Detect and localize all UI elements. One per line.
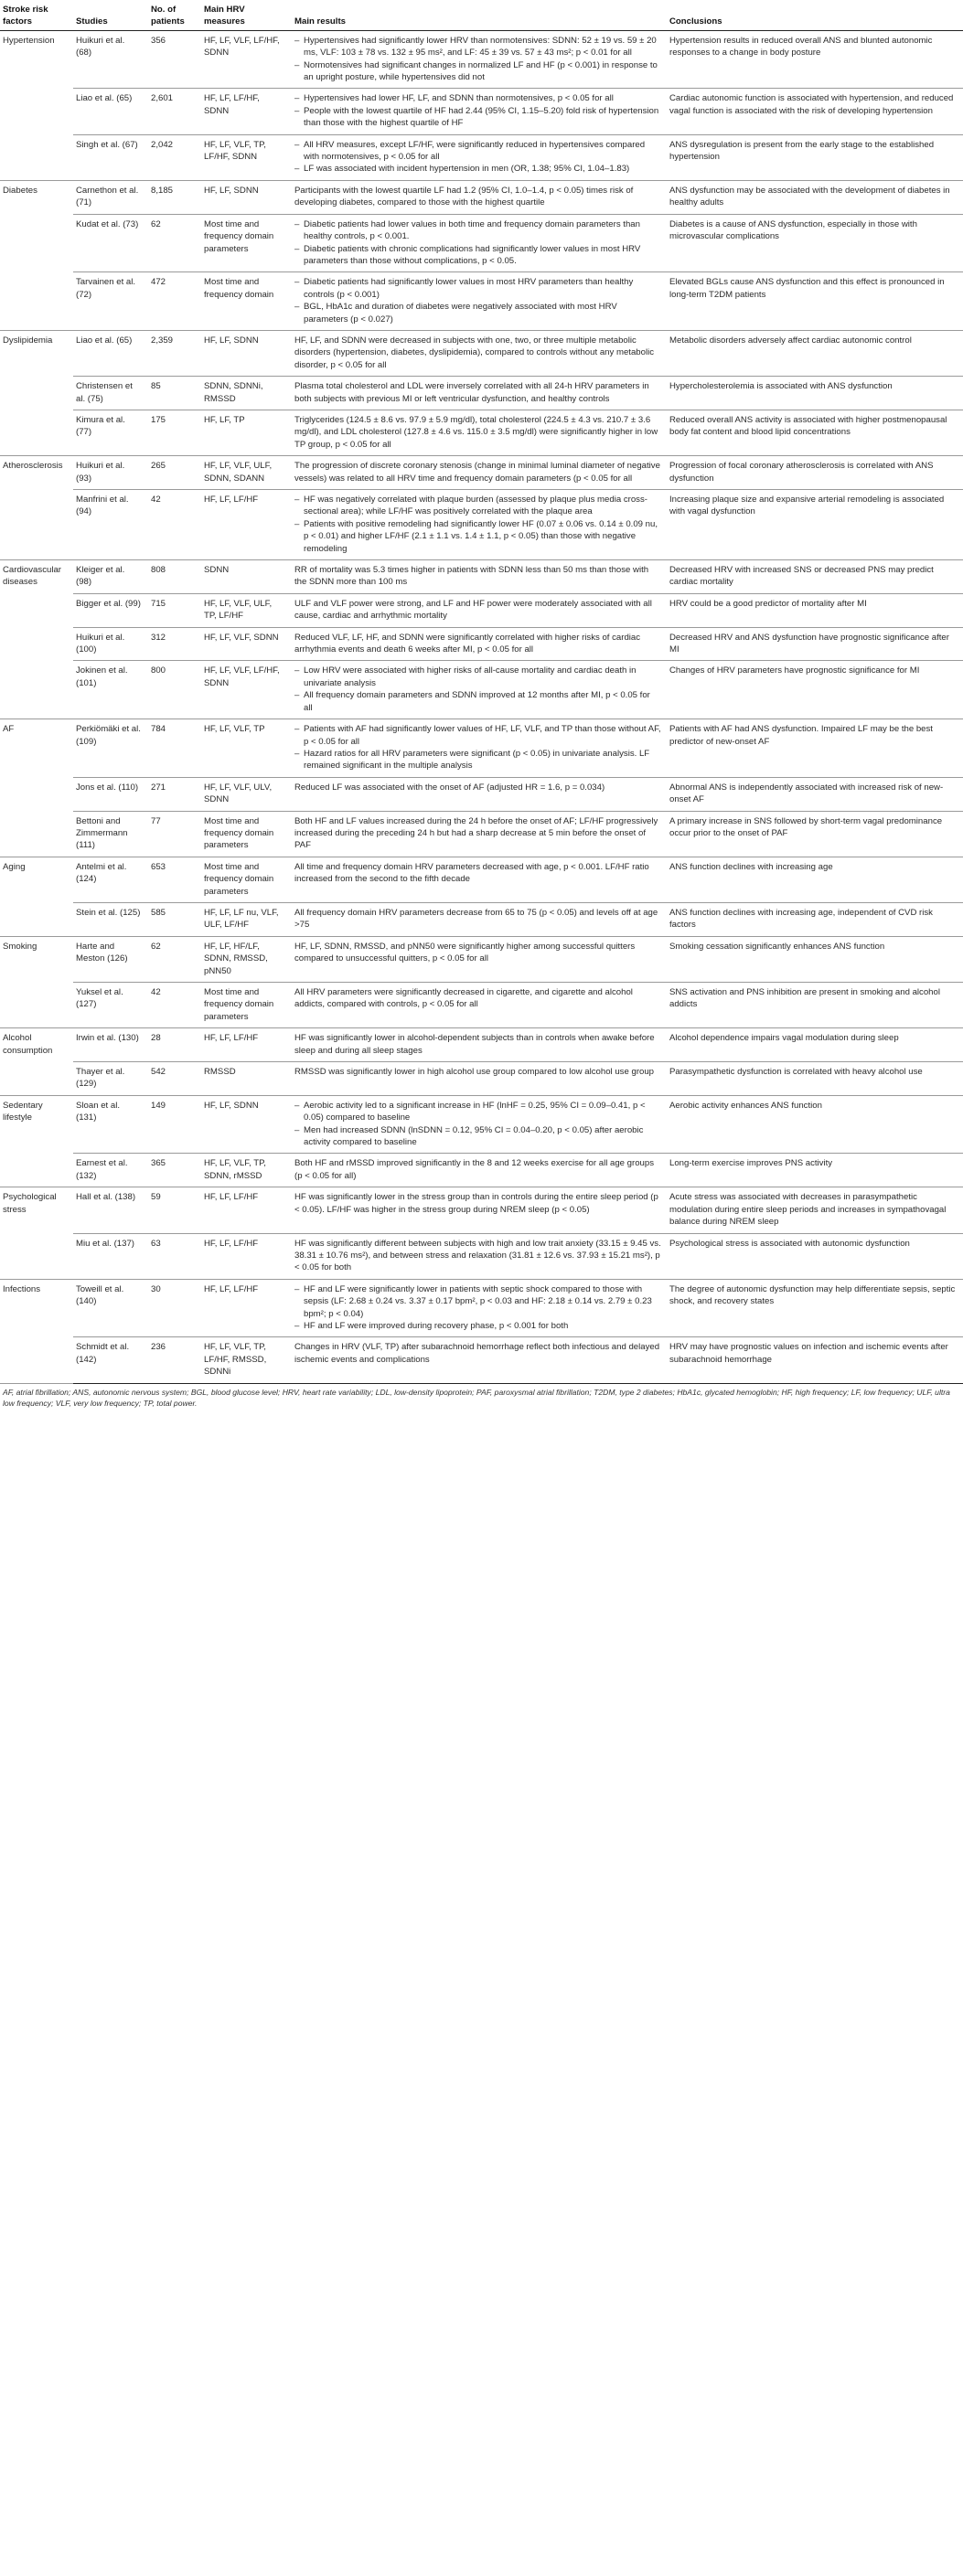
patients-cell: 356 bbox=[148, 30, 201, 89]
study-cell: Sloan et al. (131) bbox=[73, 1095, 148, 1154]
result-item: – Diabetic patients with chronic complications had significantly lower values in most HRV parameters than those without complications, p < 0.05. bbox=[294, 243, 661, 268]
measures-cell: HF, LF, LF/HF bbox=[201, 1279, 292, 1337]
result-item: – Normotensives had significant changes in normalized LF and HF (p < 0.001) in response to an upright posture, while hypertensives did not bbox=[294, 59, 661, 84]
table-row bbox=[0, 377, 963, 410]
conclusion-cell: Long-term exercise improves PNS activity bbox=[667, 1154, 963, 1187]
study-cell: Schmidt et al. (142) bbox=[73, 1337, 148, 1383]
conclusion-cell: Alcohol dependence impairs vagal modulation during sleep bbox=[667, 1028, 963, 1062]
results-cell bbox=[292, 1028, 667, 1062]
result-item: – Hazard ratios for all HRV parameters were significant (p < 0.05) in univariate analysis. LF remained significant in the multiple analysis bbox=[294, 748, 661, 772]
table-row bbox=[0, 1337, 963, 1383]
patients-cell: 85 bbox=[148, 377, 201, 410]
patients-cell: 63 bbox=[148, 1233, 201, 1279]
study-cell: Huikuri et al. (100) bbox=[73, 627, 148, 661]
header-results: Main results bbox=[292, 0, 667, 30]
results-cell bbox=[292, 777, 667, 811]
measures-cell: HF, LF, VLF, LF/HF, SDNN bbox=[201, 661, 292, 719]
study-cell: Carnethon et al. (71) bbox=[73, 180, 148, 214]
result-list bbox=[294, 1100, 661, 1149]
table-row bbox=[0, 719, 963, 778]
results-cell bbox=[292, 89, 667, 134]
table-row bbox=[0, 456, 963, 490]
measures-cell: HF, LF, VLF, TP, SDNN, rMSSD bbox=[201, 1154, 292, 1187]
result-item: – BGL, HbA1c and duration of diabetes were negatively associated with most HRV parameters (p < 0.027) bbox=[294, 301, 661, 325]
header-measures: Main HRV measures bbox=[201, 0, 292, 30]
study-cell: Stein et al. (125) bbox=[73, 902, 148, 936]
table-row bbox=[0, 180, 963, 214]
conclusion-cell: Decreased HRV and ANS dysfunction have prognostic significance after MI bbox=[667, 627, 963, 661]
result-item: – HF and LF were improved during recovery phase, p < 0.001 for both bbox=[294, 1320, 661, 1332]
results-cell bbox=[292, 1233, 667, 1279]
study-cell: Jokinen et al. (101) bbox=[73, 661, 148, 719]
patients-cell: 8,185 bbox=[148, 180, 201, 214]
measures-cell: HF, LF, VLF, TP, LF/HF, RMSSD, SDNNi bbox=[201, 1337, 292, 1383]
risk-factor-cell: Infections bbox=[0, 1279, 73, 1383]
table-row bbox=[0, 214, 963, 272]
patients-cell: 271 bbox=[148, 777, 201, 811]
measures-cell: HF, LF, SDNN bbox=[201, 1095, 292, 1154]
measures-cell: Most time and frequency domain parameters bbox=[201, 214, 292, 272]
patients-cell: 28 bbox=[148, 1028, 201, 1062]
conclusion-cell: Progression of focal coronary atherosclerosis is correlated with ANS dysfunction bbox=[667, 456, 963, 490]
conclusion-cell: The degree of autonomic dysfunction may help differentiate sepsis, septic shock, and recovery states bbox=[667, 1279, 963, 1337]
measures-cell: HF, LF, LF nu, VLF, ULF, LF/HF bbox=[201, 902, 292, 936]
table-row bbox=[0, 811, 963, 857]
results-cell bbox=[292, 1154, 667, 1187]
results-cell bbox=[292, 1187, 667, 1233]
study-cell: Harte and Meston (126) bbox=[73, 936, 148, 982]
table-row bbox=[0, 490, 963, 560]
conclusion-cell: Cardiac autonomic function is associated with hypertension, and reduced vagal function is associated with the risk of developing hypertension bbox=[667, 89, 963, 134]
conclusion-cell: HRV could be a good predictor of mortality after MI bbox=[667, 593, 963, 627]
result-list bbox=[294, 276, 661, 325]
results-cell bbox=[292, 593, 667, 627]
results-cell bbox=[292, 410, 667, 455]
conclusion-cell: Patients with AF had ANS dysfunction. Impaired LF may be the best predictor of new-onset AF bbox=[667, 719, 963, 778]
results-cell bbox=[292, 1279, 667, 1337]
result-item: – People with the lowest quartile of HF had 2.44 (95% CI, 1.15–5.20) fold risk of hypertension than those with the highest quartile of HF bbox=[294, 105, 661, 130]
table-row bbox=[0, 30, 963, 89]
risk-factor-cell: Aging bbox=[0, 857, 73, 936]
result-item: – Patients with positive remodeling had significantly lower HF (0.07 ± 0.06 vs. 0.14 ± 0.09 nu, p < 0.01) and higher LF/HF (2.1 ± 1.1 vs. 1.4 ± 1.1, p < 0.05) than those with negative remodeling bbox=[294, 518, 661, 555]
results-cell bbox=[292, 719, 667, 778]
results-cell bbox=[292, 456, 667, 490]
study-cell: Huikuri et al. (68) bbox=[73, 30, 148, 89]
result-list bbox=[294, 218, 661, 268]
study-cell: Kudat et al. (73) bbox=[73, 214, 148, 272]
study-cell: Antelmi et al. (124) bbox=[73, 857, 148, 902]
result-list bbox=[294, 1283, 661, 1333]
result-text: Reduced VLF, LF, HF, and SDNN were significantly correlated with higher risks of cardiac arrhythmia events and death 6 weeks after MI, p < 0.05 for all bbox=[294, 632, 641, 655]
study-cell: Huikuri et al. (93) bbox=[73, 456, 148, 490]
results-cell bbox=[292, 490, 667, 560]
conclusion-cell: Elevated BGLs cause ANS dysfunction and this effect is pronounced in long-term T2DM patients bbox=[667, 272, 963, 331]
result-item: – Aerobic activity led to a significant increase in HF (lnHF = 0.25, 95% CI = 0.09–0.41, p < 0.05) compared to baseline bbox=[294, 1100, 661, 1124]
result-list bbox=[294, 139, 661, 176]
patients-cell: 808 bbox=[148, 560, 201, 594]
result-text: All HRV parameters were significantly decreased in cigarette, and cigarette and alcohol addicts, compared with controls, p < 0.05 for all bbox=[294, 987, 633, 1010]
measures-cell: HF, LF, LF/HF, SDNN bbox=[201, 89, 292, 134]
result-text: Participants with the lowest quartile LF had 1.2 (95% CI, 1.0–1.4, p < 0.05) times risk of developing diabetes, compared to those with the highest quartile bbox=[294, 185, 634, 208]
result-text: HF was significantly lower in alcohol-dependent subjects than in controls when awake before sleep and during all sleep stages bbox=[294, 1033, 655, 1056]
result-text: Both HF and LF values increased during the 24 h before the onset of AF; LF/HF progressively increased during the preceding 24 h but had a sharp decrease at 5 min before the onset of PAF bbox=[294, 815, 658, 851]
results-cell bbox=[292, 936, 667, 982]
patients-cell: 77 bbox=[148, 811, 201, 857]
table-row bbox=[0, 1062, 963, 1096]
patients-cell: 2,042 bbox=[148, 134, 201, 180]
result-list bbox=[294, 665, 661, 714]
measures-cell: HF, LF, SDNN bbox=[201, 180, 292, 214]
result-list bbox=[294, 723, 661, 772]
header-conclusions: Conclusions bbox=[667, 0, 963, 30]
conclusion-cell: ANS function declines with increasing age bbox=[667, 857, 963, 902]
result-text: Plasma total cholesterol and LDL were inversely correlated with all 24-h HRV parameters in both subjects with previous MI or left ventricular dysfunction, and healthy controls bbox=[294, 381, 649, 404]
study-cell: Singh et al. (67) bbox=[73, 134, 148, 180]
results-cell bbox=[292, 30, 667, 89]
study-cell: Yuksel et al. (127) bbox=[73, 983, 148, 1028]
header-patients: No. of patients bbox=[148, 0, 201, 30]
table-row bbox=[0, 1095, 963, 1154]
conclusion-cell: HRV may have prognostic values on infection and ischemic events after subarachnoid hemorrhage bbox=[667, 1337, 963, 1383]
measures-cell: HF, LF, HF/LF, SDNN, RMSSD, pNN50 bbox=[201, 936, 292, 982]
measures-cell: SDNN, SDNNi, RMSSD bbox=[201, 377, 292, 410]
conclusion-cell: Acute stress was associated with decreases in parasympathetic modulation during entire sleep periods and increases in sympathovagal balance during NREM sleep bbox=[667, 1187, 963, 1233]
conclusion-cell: Psychological stress is associated with autonomic dysfunction bbox=[667, 1233, 963, 1279]
conclusion-cell: Diabetes is a cause of ANS dysfunction, especially in those with microvascular complications bbox=[667, 214, 963, 272]
result-item: – All frequency domain parameters and SDNN improved at 12 months after MI, p < 0.05 for all bbox=[294, 689, 661, 714]
risk-factor-cell: Atherosclerosis bbox=[0, 456, 73, 560]
table-row bbox=[0, 593, 963, 627]
conclusion-cell: Aerobic activity enhances ANS function bbox=[667, 1095, 963, 1154]
result-item: – Low HRV were associated with higher risks of all-cause mortality and cardiac death in univariate analysis bbox=[294, 665, 661, 689]
result-text: All time and frequency domain HRV parameters decreased with age, p < 0.001. LF/HF ratio increased from the second to the fifth decade bbox=[294, 861, 649, 885]
patients-cell: 42 bbox=[148, 490, 201, 560]
table-row bbox=[0, 134, 963, 180]
table-body bbox=[0, 30, 963, 1383]
result-text: HF, LF, and SDNN were decreased in subjects with one, two, or three multiple metabolic disorders (hypertension, diabetes, dyslipidemia), compared to controls without any metabolic disorder, p < 0.05 for all bbox=[294, 335, 655, 370]
table-row bbox=[0, 1233, 963, 1279]
study-cell: Miu et al. (137) bbox=[73, 1233, 148, 1279]
result-text: The progression of discrete coronary stenosis (change in minimal luminal diameter of negative vessels) was related to all HRV time and frequency domain parameters (p < 0.05 for all bbox=[294, 461, 660, 484]
result-text: All frequency domain HRV parameters decrease from 65 to 75 (p < 0.05) and levels off at age >75 bbox=[294, 907, 658, 931]
patients-cell: 784 bbox=[148, 719, 201, 778]
conclusion-cell: Increasing plaque size and expansive arterial remodeling is associated with vagal dysfunction bbox=[667, 490, 963, 560]
table-row bbox=[0, 936, 963, 982]
table-row bbox=[0, 1187, 963, 1233]
table-row bbox=[0, 857, 963, 902]
table-footnote: AF, atrial fibrillation; ANS, autonomic nervous system; BGL, blood glucose level; HRV, heart rate variability; LDL, low-density lipoprotein; PAF, paroxysmal atrial fibrillation; T2DM, type 2 diabetes; HbA1c, glycated hemoglobin; HF, high frequency; LF, low frequency; ULF, ultra low frequency; VLF, very low frequency; TP, total power. bbox=[3, 1387, 950, 1408]
conclusion-cell: Smoking cessation significantly enhances ANS function bbox=[667, 936, 963, 982]
results-cell bbox=[292, 272, 667, 331]
measures-cell: HF, LF, VLF, SDNN bbox=[201, 627, 292, 661]
study-cell: Perkiömäki et al. (109) bbox=[73, 719, 148, 778]
measures-cell: HF, LF, VLF, TP bbox=[201, 719, 292, 778]
measures-cell: HF, LF, VLF, ULV, SDNN bbox=[201, 777, 292, 811]
patients-cell: 472 bbox=[148, 272, 201, 331]
result-item: – Diabetic patients had lower values in both time and frequency domain parameters than healthy controls, p < 0.001. bbox=[294, 218, 661, 243]
result-text: ULF and VLF power were strong, and LF and HF power were moderately associated with all cause, cardiac and arrhythmic mortality bbox=[294, 598, 652, 622]
study-cell: Christensen et al. (75) bbox=[73, 377, 148, 410]
risk-factor-cell: Sedentary lifestyle bbox=[0, 1095, 73, 1187]
risk-factor-cell: Cardiovascular diseases bbox=[0, 560, 73, 719]
conclusion-cell: Abnormal ANS is independently associated with increased risk of new-onset AF bbox=[667, 777, 963, 811]
results-cell bbox=[292, 330, 667, 376]
result-text: Changes in HRV (VLF, TP) after subarachnoid hemorrhage reflect both infectious and delayed ischemic events and complications bbox=[294, 1342, 660, 1365]
table-row bbox=[0, 272, 963, 331]
measures-cell: HF, LF, TP bbox=[201, 410, 292, 455]
conclusion-cell: Hypercholesterolemia is associated with ANS dysfunction bbox=[667, 377, 963, 410]
measures-cell: RMSSD bbox=[201, 1062, 292, 1096]
results-cell bbox=[292, 627, 667, 661]
result-text: HF was significantly lower in the stress group than in controls during the entire sleep period (p < 0.05). LF/HF was higher in the stress group during NREM sleep (p < 0.05) bbox=[294, 1192, 658, 1215]
measures-cell: HF, LF, VLF, ULF, TP, LF/HF bbox=[201, 593, 292, 627]
patients-cell: 236 bbox=[148, 1337, 201, 1383]
table-row bbox=[0, 902, 963, 936]
result-text: RR of mortality was 5.3 times higher in patients with SDNN less than 50 ms than those with the SDNN more than 100 ms bbox=[294, 565, 649, 588]
patients-cell: 312 bbox=[148, 627, 201, 661]
table-row bbox=[0, 983, 963, 1028]
patients-cell: 59 bbox=[148, 1187, 201, 1233]
patients-cell: 542 bbox=[148, 1062, 201, 1096]
patients-cell: 365 bbox=[148, 1154, 201, 1187]
measures-cell: HF, LF, VLF, ULF, SDNN, SDANN bbox=[201, 456, 292, 490]
conclusion-cell: Changes of HRV parameters have prognostic significance for MI bbox=[667, 661, 963, 719]
patients-cell: 2,601 bbox=[148, 89, 201, 134]
table-row bbox=[0, 330, 963, 376]
risk-factor-cell: Dyslipidemia bbox=[0, 330, 73, 455]
measures-cell: SDNN bbox=[201, 560, 292, 594]
table-row bbox=[0, 89, 963, 134]
patients-cell: 800 bbox=[148, 661, 201, 719]
patients-cell: 585 bbox=[148, 902, 201, 936]
patients-cell: 62 bbox=[148, 936, 201, 982]
patients-cell: 2,359 bbox=[148, 330, 201, 376]
patients-cell: 42 bbox=[148, 983, 201, 1028]
results-cell bbox=[292, 214, 667, 272]
result-text: HF was significantly different between subjects with high and low trait anxiety (33.15 ± 9.45 vs. 38.31 ± 10.76 ms²), and between stress and relaxation (31.81 ± 12.6 vs. 37.93 ± 15.21 ms²), p < 0.05 for both bbox=[294, 1238, 661, 1273]
conclusion-cell: ANS dysfunction may be associated with the development of diabetes in healthy adults bbox=[667, 180, 963, 214]
result-list bbox=[294, 494, 661, 555]
measures-cell: Most time and frequency domain parameters bbox=[201, 857, 292, 902]
result-text: HF, LF, SDNN, RMSSD, and pNN50 were significantly higher among successful quitters compared to unsuccessful quitters, p < 0.05 for all bbox=[294, 941, 636, 964]
results-cell bbox=[292, 1062, 667, 1096]
patients-cell: 62 bbox=[148, 214, 201, 272]
table-header bbox=[0, 0, 963, 30]
result-item: – Hypertensives had significantly lower HRV than normotensives: SDNN: 52 ± 19 vs. 59 ± 20 ms, VLF: 103 ± 78 vs. 132 ± 95 ms², and LF: 45 ± 39 vs. 57 ± 43 ms²; p < 0.01 for all bbox=[294, 35, 661, 59]
patients-cell: 715 bbox=[148, 593, 201, 627]
conclusion-cell: Hypertension results in reduced overall ANS and blunted autonomic responses to a change in body posture bbox=[667, 30, 963, 89]
measures-cell: HF, LF, VLF, TP, LF/HF, SDNN bbox=[201, 134, 292, 180]
table-row bbox=[0, 661, 963, 719]
study-cell: Earnest et al. (132) bbox=[73, 1154, 148, 1187]
results-cell bbox=[292, 661, 667, 719]
result-item: – Diabetic patients had significantly lower values in most HRV parameters than healthy controls (p < 0.001) bbox=[294, 276, 661, 301]
result-item: – All HRV measures, except LF/HF, were significantly reduced in hypertensives compared with normotensives, p < 0.05 for all bbox=[294, 139, 661, 164]
conclusion-cell: A primary increase in SNS followed by short-term vagal predominance occur prior to the onset of PAF bbox=[667, 811, 963, 857]
risk-factor-cell: Psychological stress bbox=[0, 1187, 73, 1279]
conclusion-cell: Reduced overall ANS activity is associated with higher postmenopausal body fat content and blood lipid concentrations bbox=[667, 410, 963, 455]
table-row bbox=[0, 1279, 963, 1337]
conclusion-cell: Decreased HRV with increased SNS or decreased PNS may predict cardiac mortality bbox=[667, 560, 963, 594]
results-cell bbox=[292, 560, 667, 594]
header-studies: Studies bbox=[73, 0, 148, 30]
study-cell: Irwin et al. (130) bbox=[73, 1028, 148, 1062]
result-text: Triglycerides (124.5 ± 8.6 vs. 97.9 ± 5.9 mg/dl), total cholesterol (224.5 ± 4.3 vs. 210.7 ± 3.6 mg/dl), and LDL cholesterol (127.8 ± 4.6 vs. 115.0 ± 3.5 mg/dl) were significantly higher in low TP group, p < 0.05 for all bbox=[294, 414, 658, 450]
study-cell: Liao et al. (65) bbox=[73, 330, 148, 376]
conclusion-cell: ANS dysregulation is present from the early stage to the established hypertension bbox=[667, 134, 963, 180]
measures-cell: HF, LF, LF/HF bbox=[201, 1028, 292, 1062]
measures-cell: Most time and frequency domain parameters bbox=[201, 811, 292, 857]
results-cell bbox=[292, 1095, 667, 1154]
patients-cell: 30 bbox=[148, 1279, 201, 1337]
result-item: – Patients with AF had significantly lower values of HF, LF, VLF, and TP than those without AF, p < 0.05 for all bbox=[294, 723, 661, 748]
measures-cell: Most time and frequency domain parameters bbox=[201, 983, 292, 1028]
study-cell: Liao et al. (65) bbox=[73, 89, 148, 134]
measures-cell: HF, LF, SDNN bbox=[201, 330, 292, 376]
results-cell bbox=[292, 1337, 667, 1383]
result-text: Reduced LF was associated with the onset of AF (adjusted HR = 1.6, p = 0.034) bbox=[294, 782, 605, 793]
study-cell: Kimura et al. (77) bbox=[73, 410, 148, 455]
table-row bbox=[0, 1154, 963, 1187]
measures-cell: Most time and frequency domain bbox=[201, 272, 292, 331]
conclusion-cell: Parasympathetic dysfunction is correlated with heavy alcohol use bbox=[667, 1062, 963, 1096]
result-item: – Hypertensives had lower HF, LF, and SDNN than normotensives, p < 0.05 for all bbox=[294, 92, 661, 104]
study-cell: Bigger et al. (99) bbox=[73, 593, 148, 627]
results-cell bbox=[292, 857, 667, 902]
results-cell bbox=[292, 902, 667, 936]
header-factor: Stroke risk factors bbox=[0, 0, 73, 30]
result-text: RMSSD was significantly lower in high alcohol use group compared to low alcohol use group bbox=[294, 1067, 655, 1078]
conclusion-cell: Metabolic disorders adversely affect cardiac autonomic control bbox=[667, 330, 963, 376]
results-cell bbox=[292, 983, 667, 1028]
study-cell: Tarvainen et al. (72) bbox=[73, 272, 148, 331]
results-cell bbox=[292, 811, 667, 857]
patients-cell: 175 bbox=[148, 410, 201, 455]
study-cell: Jons et al. (110) bbox=[73, 777, 148, 811]
results-cell bbox=[292, 180, 667, 214]
result-item: – Men had increased SDNN (lnSDNN = 0.12, 95% CI = 0.04–0.20, p < 0.05) after aerobic activity compared to baseline bbox=[294, 1124, 661, 1149]
result-list bbox=[294, 92, 661, 129]
table-row bbox=[0, 410, 963, 455]
study-cell: Thayer et al. (129) bbox=[73, 1062, 148, 1096]
measures-cell: HF, LF, LF/HF bbox=[201, 1187, 292, 1233]
result-list bbox=[294, 35, 661, 84]
measures-cell: HF, LF, VLF, LF/HF, SDNN bbox=[201, 30, 292, 89]
table-row bbox=[0, 560, 963, 594]
risk-factor-cell: AF bbox=[0, 719, 73, 857]
risk-factor-cell: Hypertension bbox=[0, 30, 73, 180]
risk-factor-cell: Alcohol consumption bbox=[0, 1028, 73, 1096]
measures-cell: HF, LF, LF/HF bbox=[201, 1233, 292, 1279]
measures-cell: HF, LF, LF/HF bbox=[201, 490, 292, 560]
result-item: – LF was associated with incident hypertension in men (OR, 1.38; 95% CI, 1.04–1.83) bbox=[294, 163, 661, 175]
results-cell bbox=[292, 134, 667, 180]
patients-cell: 265 bbox=[148, 456, 201, 490]
study-cell: Hall et al. (138) bbox=[73, 1187, 148, 1233]
patients-cell: 149 bbox=[148, 1095, 201, 1154]
result-text: Both HF and rMSSD improved significantly in the 8 and 12 weeks exercise for all age groups (p < 0.05 for all) bbox=[294, 1158, 655, 1181]
result-item: – HF was negatively correlated with plaque burden (assessed by plaque plus media cross-sectional area); while LF/HF was positively correlated with the plaque area bbox=[294, 494, 661, 518]
conclusion-cell: SNS activation and PNS inhibition are present in smoking and alcohol addicts bbox=[667, 983, 963, 1028]
result-item: – HF and LF were significantly lower in patients with septic shock compared to those with sepsis (LF: 2.68 ± 0.24 vs. 3.37 ± 0.17 bpm², p < 0.03 and HF: 2.18 ± 0.14 vs. 2.79 ± 0.23 bpm²; p < 0.04) bbox=[294, 1283, 661, 1320]
results-cell bbox=[292, 377, 667, 410]
table-row bbox=[0, 627, 963, 661]
table-row bbox=[0, 777, 963, 811]
study-cell: Toweill et al. (140) bbox=[73, 1279, 148, 1337]
table-row bbox=[0, 1028, 963, 1062]
study-cell: Bettoni and Zimmermann (111) bbox=[73, 811, 148, 857]
risk-factor-cell: Smoking bbox=[0, 936, 73, 1027]
study-cell: Kleiger et al. (98) bbox=[73, 560, 148, 594]
study-cell: Manfrini et al. (94) bbox=[73, 490, 148, 560]
conclusion-cell: ANS function declines with increasing age, independent of CVD risk factors bbox=[667, 902, 963, 936]
risk-factor-cell: Diabetes bbox=[0, 180, 73, 330]
patients-cell: 653 bbox=[148, 857, 201, 902]
